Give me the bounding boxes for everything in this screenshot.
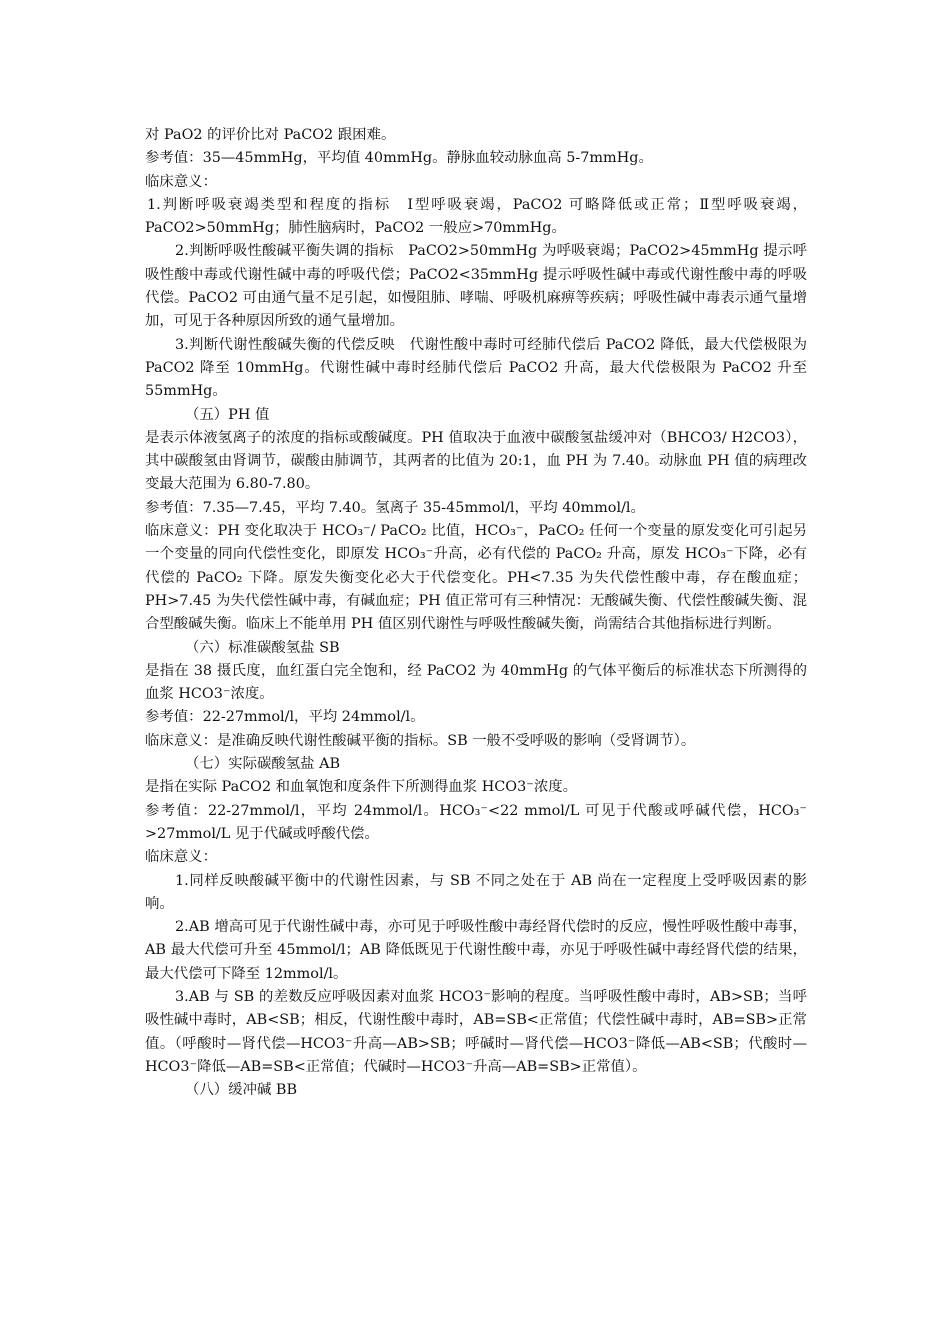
section-heading: （八）缓冲碱 BB	[185, 1082, 298, 1099]
paragraph: 临床意义：PH 变化取决于 HCO₃⁻/ PaCO₂ 比值，HCO₃⁻，PaCO₂ 任何一个变量的原发变化可引起另一个变量的同向代偿性变化，即原发 HCO₃⁻升高，必有代偿的 PaCO₂ 升高，原发 HCO₃⁻下降，必有代偿的 PaCO₂ 下降。原发失衡变化必大于代偿变化。PH<7.35 为失代偿性酸中毒，存在酸血症；PH>7.45 为失代偿性碱中毒，有碱血症；PH 值正常可有三种情况：无酸碱失衡、代偿性酸碱失衡、混合型酸碱失衡。临床上不能单用 PH 值区别代谢性与呼吸性酸碱失衡，尚需结合其他指标进行判断。	[145, 523, 807, 633]
paragraph: 1.同样反映酸碱平衡中的代谢性因素，与 SB 不同之处在于 AB 尚在一定程度上受呼吸因素的影响。	[145, 872, 807, 912]
section-heading: （六）标准碳酸氢盐 SB	[185, 639, 340, 656]
paragraph: 参考值：7.35—7.45，平均 7.40。氢离子 35-45mmol/l，平均 40mmol/l。	[145, 499, 645, 516]
paragraph: 是指在 38 摄氏度，血红蛋白完全饱和，经 PaCO2 为 40mmHg 的气体平衡后的标准状态下所测得的血浆 HCO3⁻浓度。	[145, 662, 807, 703]
paragraph: 临床意义：	[145, 849, 217, 866]
paragraph: 临床意义：	[145, 173, 217, 190]
paragraph: 参考值：22-27mmol/l，平均 24mmol/l。HCO₃⁻<22 mmol/L 可见于代酸或呼碱代偿，HCO₃⁻ >27mmol/L 见于代碱或呼酸代偿。	[145, 802, 807, 842]
document-body	[145, 124, 807, 1102]
paragraph: 是指在实际 PaCO2 和血氧饱和度条件下所测得血浆 HCO3⁻浓度。	[145, 779, 578, 796]
paragraph: 2.AB 增高可见于代谢性碱中毒，亦可见于呼吸性酸中毒经肾代偿时的反应，慢性呼吸性酸中毒事，AB 最大代偿可升至 45mmol/l；AB 降低既见于代谢性酸中毒，亦见于呼吸性碱中毒经肾代偿的结果，最大代偿可下降至 12mmol/l。	[145, 919, 807, 982]
paragraph: 2.判断呼吸性酸碱平衡失调的指标 PaCO2>50mmHg 为呼吸衰竭；PaCO2>45mmHg 提示呼吸性酸中毒或代谢性碱中毒的呼吸代偿；PaCO2<35mmHg 提示呼吸性碱中毒或代谢性酸中毒的呼吸代偿。PaCO2 可由通气量不足引起，如慢阻肺、哮喘、呼吸机麻痹等疾病；呼吸性碱中毒表示通气量增加，可见于各种原因所致的通气量增加。	[145, 243, 807, 330]
paragraph: 3.判断代谢性酸碱失衡的代偿反映 代谢性酸中毒时可经肺代偿后 PaCO2 降低，最大代偿极限为 PaCO2 降至 10mmHg。代谢性碱中毒时经肺代偿后 PaCO2 升高，最大代偿极限为 PaCO2 升至 55mmHg。	[145, 336, 807, 400]
paragraph: 对 PaO2 的评价比对 PaCO2 跟困难。	[145, 127, 396, 143]
section-heading: （五）PH 值	[185, 406, 270, 423]
paragraph: 参考值：22-27mmol/l，平均 24mmol/l。	[145, 709, 425, 726]
paragraph: 临床意义：是准确反映代谢性酸碱平衡的指标。SB 一般不受呼吸的影响（受肾调节）。	[145, 732, 696, 749]
paragraph: 1.判断呼吸衰竭类型和程度的指标 Ⅰ型呼吸衰竭，PaCO2 可略降低或正常；Ⅱ型呼吸衰竭，PaCO2>50mmHg；肺性脑病时，PaCO2 一般应>70mmHg。	[145, 196, 807, 237]
paragraph: 参考值：35—45mmHg，平均值 40mmHg。静脉血较动脉血高 5-7mmHg。	[145, 150, 653, 167]
paragraph: 3.AB 与 SB 的差数反应呼吸因素对血浆 HCO3⁻影响的程度。当呼吸性酸中毒时，AB>SB；当呼吸性碱中毒时，AB<SB；相反，代谢性酸中毒时，AB=SB<正常值；代偿性碱中毒时，AB=SB>正常值。（呼酸时—肾代偿—HCO3⁻升高—AB>SB；呼碱时—肾代偿—HCO3⁻降低—AB<SB；代酸时—HCO3⁻降低—AB=SB<正常值；代碱时—HCO3⁻升高—AB=SB>正常值）。	[145, 988, 807, 1075]
section-heading: （七）实际碳酸氢盐 AB	[185, 756, 341, 773]
paragraph: 是表示体液氢离子的浓度的指标或酸碱度。PH 值取决于血液中碳酸氢盐缓冲对（BHCO3/ H2CO3），其中碳酸氢由肾调节，碳酸由肺调节，其两者的比值为 20:1，血 PH 为 7.40。动脉血 PH 值的病理改变最大范围为 6.80-7.80。	[145, 429, 807, 493]
